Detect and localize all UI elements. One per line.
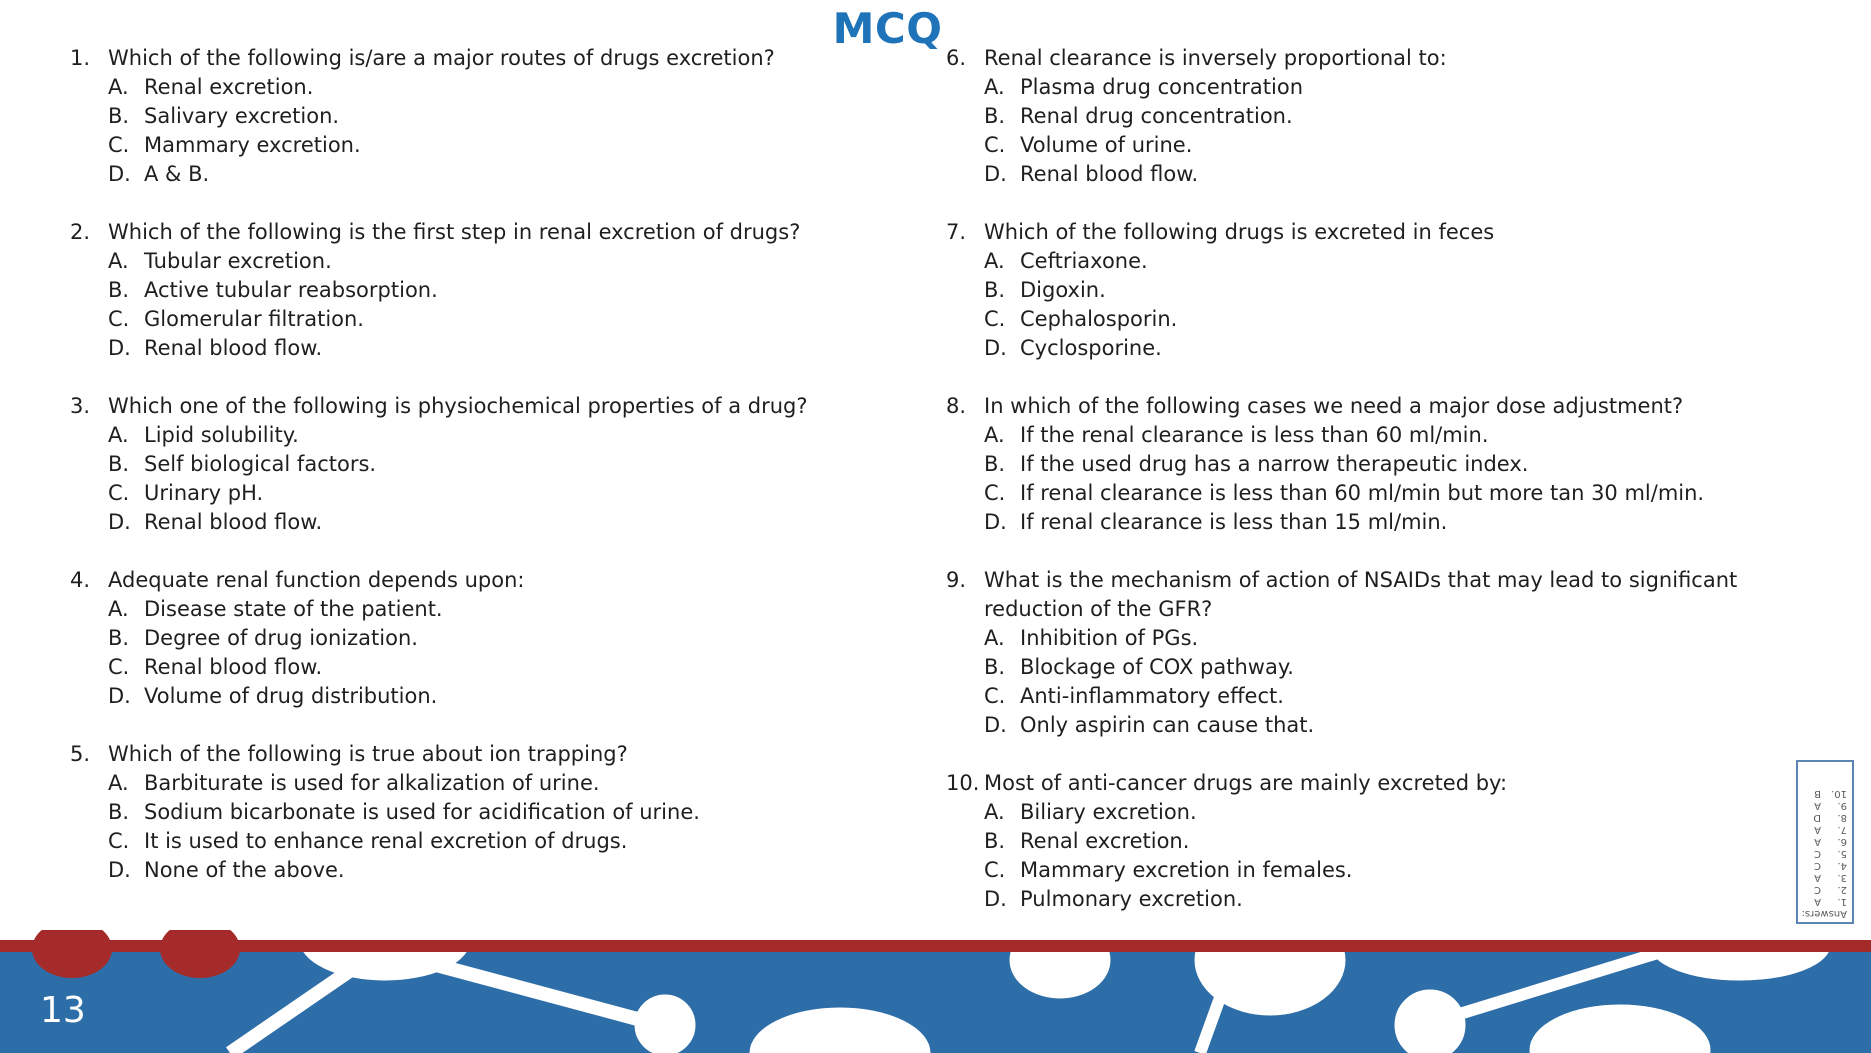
option-letter: B. xyxy=(984,655,1006,679)
answer-key-number: 10. xyxy=(1831,788,1847,799)
question-stem xyxy=(70,218,890,247)
answer-key-number: 7. xyxy=(1837,824,1847,835)
answer-option xyxy=(108,102,890,131)
option-text: If renal clearance is less than 60 ml/min but more tan 30 ml/min. xyxy=(1020,481,1705,505)
option-text: Volume of urine. xyxy=(1020,133,1193,157)
option-letter: A. xyxy=(984,249,1005,273)
answer-key-number: 4. xyxy=(1837,860,1847,871)
option-letter: A. xyxy=(108,75,129,99)
option-letter: A. xyxy=(984,75,1005,99)
option-list xyxy=(984,624,1746,740)
option-letter: D. xyxy=(108,684,131,708)
answer-option xyxy=(108,769,890,798)
question-text: Which one of the following is physiochemical properties of a drug? xyxy=(108,394,808,418)
option-text: Disease state of the patient. xyxy=(144,597,443,621)
option-text: Biliary excretion. xyxy=(1020,800,1197,824)
option-letter: D. xyxy=(984,713,1007,737)
option-text: Renal blood flow. xyxy=(144,510,323,534)
option-list xyxy=(984,73,1746,189)
option-text: None of the above. xyxy=(144,858,345,882)
answer-key-letter: A xyxy=(1814,872,1821,883)
question-item xyxy=(70,392,890,537)
question-item xyxy=(70,740,890,885)
option-text: Renal blood flow. xyxy=(1020,162,1199,186)
question-text: Which of the following is/are a major routes of drugs excretion? xyxy=(108,46,775,70)
answer-option xyxy=(108,508,890,537)
footer-decoration xyxy=(0,930,1871,1053)
question-number: 10. xyxy=(946,771,980,795)
answer-option xyxy=(984,131,1746,160)
answer-option xyxy=(108,305,890,334)
answer-option xyxy=(984,798,1746,827)
option-text: Glomerular filtration. xyxy=(144,307,364,331)
option-letter: A. xyxy=(108,249,129,273)
answer-option xyxy=(984,334,1746,363)
question-text: In which of the following cases we need a major dose adjustment? xyxy=(984,394,1684,418)
option-text: Blockage of COX pathway. xyxy=(1020,655,1294,679)
question-number: 8. xyxy=(946,394,967,418)
answer-option xyxy=(108,479,890,508)
option-text: Pulmonary excretion. xyxy=(1020,887,1243,911)
option-text: Mammary excretion. xyxy=(144,133,361,157)
option-text: Renal blood flow. xyxy=(144,655,323,679)
question-number: 4. xyxy=(70,568,91,592)
answers-key-rotated xyxy=(1798,762,1852,922)
answer-option xyxy=(108,131,890,160)
option-text: Ceftriaxone. xyxy=(1020,249,1148,273)
option-letter: D. xyxy=(108,510,131,534)
question-number: 2. xyxy=(70,220,91,244)
option-letter: C. xyxy=(108,481,130,505)
question-number: 5. xyxy=(70,742,91,766)
option-letter: B. xyxy=(984,829,1006,853)
option-text: Volume of drug distribution. xyxy=(144,684,438,708)
option-letter: A. xyxy=(984,626,1005,650)
question-stem xyxy=(946,769,1746,798)
answer-key-row xyxy=(1803,811,1847,823)
option-letter: C. xyxy=(108,307,130,331)
answer-option xyxy=(984,421,1746,450)
option-text: A & B. xyxy=(144,162,210,186)
answer-key-number: 1. xyxy=(1837,896,1847,907)
option-text: It is used to enhance renal excretion of drugs. xyxy=(144,829,628,853)
option-letter: C. xyxy=(984,133,1006,157)
answer-option xyxy=(108,421,890,450)
answer-key-row xyxy=(1803,871,1847,883)
answer-key-number: 6. xyxy=(1837,836,1847,847)
answer-option xyxy=(108,827,890,856)
option-letter: B. xyxy=(108,278,130,302)
option-letter: D. xyxy=(984,887,1007,911)
option-letter: D. xyxy=(108,336,131,360)
answer-option xyxy=(108,160,890,189)
question-text: Which of the following drugs is excreted in feces xyxy=(984,220,1495,244)
question-item xyxy=(70,218,890,363)
question-item xyxy=(70,44,890,189)
option-letter: D. xyxy=(984,162,1007,186)
option-text: Renal drug concentration. xyxy=(1020,104,1293,128)
left-question-column xyxy=(70,44,890,914)
option-list xyxy=(108,247,890,363)
question-text: What is the mechanism of action of NSAIDs that may lead to significant reduction of the GFR? xyxy=(984,568,1738,621)
answer-option xyxy=(984,450,1746,479)
answer-key-row xyxy=(1803,895,1847,907)
answer-option xyxy=(984,479,1746,508)
answer-key-row xyxy=(1803,787,1847,799)
option-letter: D. xyxy=(984,510,1007,534)
answer-option xyxy=(108,653,890,682)
answer-option xyxy=(108,798,890,827)
option-text: If the used drug has a narrow therapeutic index. xyxy=(1020,452,1529,476)
answer-option xyxy=(108,595,890,624)
answer-option xyxy=(984,73,1746,102)
question-stem xyxy=(946,392,1746,421)
answer-option xyxy=(984,885,1746,914)
answer-option xyxy=(108,856,890,885)
answer-option xyxy=(984,827,1746,856)
option-list xyxy=(108,73,890,189)
question-stem xyxy=(70,44,890,73)
question-item xyxy=(946,566,1746,740)
answer-key-number: 2. xyxy=(1837,884,1847,895)
option-text: Anti-inflammatory effect. xyxy=(1020,684,1284,708)
answer-key-row xyxy=(1803,847,1847,859)
option-letter: B. xyxy=(108,452,130,476)
answer-option xyxy=(984,160,1746,189)
question-number: 7. xyxy=(946,220,967,244)
option-text: Plasma drug concentration xyxy=(1020,75,1304,99)
option-letter: C. xyxy=(984,307,1006,331)
question-item xyxy=(946,392,1746,537)
option-list xyxy=(108,595,890,711)
answer-option xyxy=(108,73,890,102)
option-list xyxy=(108,421,890,537)
question-stem xyxy=(946,218,1746,247)
option-text: Cephalosporin. xyxy=(1020,307,1178,331)
option-text: Salivary excretion. xyxy=(144,104,340,128)
answer-key-number: 5. xyxy=(1837,848,1847,859)
option-letter: B. xyxy=(984,452,1006,476)
answer-key-letter: C xyxy=(1814,884,1821,895)
question-number: 9. xyxy=(946,568,967,592)
question-number: 3. xyxy=(70,394,91,418)
question-text: Adequate renal function depends upon: xyxy=(108,568,525,592)
option-letter: C. xyxy=(984,858,1006,882)
option-text: Inhibition of PGs. xyxy=(1020,626,1199,650)
answer-option xyxy=(984,624,1746,653)
option-letter: C. xyxy=(108,133,130,157)
answer-option xyxy=(984,682,1746,711)
option-letter: C. xyxy=(984,684,1006,708)
question-stem xyxy=(946,566,1746,624)
answer-key-letter: B xyxy=(1814,788,1821,799)
option-letter: D. xyxy=(108,858,131,882)
answer-key-row xyxy=(1803,859,1847,871)
option-letter: C. xyxy=(984,481,1006,505)
option-text: Only aspirin can cause that. xyxy=(1020,713,1315,737)
option-text: Urinary pH. xyxy=(144,481,264,505)
answer-key-number: 9. xyxy=(1837,800,1847,811)
option-letter: A. xyxy=(108,771,129,795)
question-item xyxy=(70,566,890,711)
question-number: 6. xyxy=(946,46,967,70)
page-title: MCQ xyxy=(832,4,943,53)
answer-option xyxy=(984,102,1746,131)
answer-option xyxy=(108,247,890,276)
option-letter: A. xyxy=(984,423,1005,447)
question-text: Which of the following is true about ion trapping? xyxy=(108,742,628,766)
option-list xyxy=(984,247,1746,363)
option-list xyxy=(984,421,1746,537)
answer-key-number: 8. xyxy=(1837,812,1847,823)
option-letter: C. xyxy=(108,655,130,679)
option-letter: B. xyxy=(984,278,1006,302)
answer-key-row xyxy=(1803,835,1847,847)
answer-key-number: 3. xyxy=(1837,872,1847,883)
question-text: Renal clearance is inversely proportional to: xyxy=(984,46,1447,70)
option-list xyxy=(108,769,890,885)
option-text: If renal clearance is less than 15 ml/min. xyxy=(1020,510,1448,534)
answers-label: Answers: xyxy=(1801,908,1847,919)
option-letter: D. xyxy=(984,336,1007,360)
option-letter: C. xyxy=(108,829,130,853)
answers-key-box xyxy=(1796,760,1854,924)
question-text: Most of anti-cancer drugs are mainly excreted by: xyxy=(984,771,1508,795)
option-text: If the renal clearance is less than 60 ml/min. xyxy=(1020,423,1489,447)
answer-option xyxy=(984,653,1746,682)
option-text: Degree of drug ionization. xyxy=(144,626,418,650)
answer-key-row xyxy=(1803,883,1847,895)
question-stem xyxy=(70,566,890,595)
answer-option xyxy=(984,856,1746,885)
answer-option xyxy=(984,305,1746,334)
question-item xyxy=(946,769,1746,914)
answer-option xyxy=(984,711,1746,740)
answer-key-letter: D xyxy=(1813,812,1821,823)
answer-option xyxy=(108,334,890,363)
option-text: Barbiturate is used for alkalization of urine. xyxy=(144,771,600,795)
answer-key-row xyxy=(1803,799,1847,811)
answer-option xyxy=(108,624,890,653)
answer-key-letter: A xyxy=(1814,800,1821,811)
right-question-column xyxy=(946,44,1746,943)
option-text: Sodium bicarbonate is used for acidification of urine. xyxy=(144,800,700,824)
question-stem xyxy=(946,44,1746,73)
option-letter: B. xyxy=(984,104,1006,128)
option-text: Self biological factors. xyxy=(144,452,377,476)
option-text: Cyclosporine. xyxy=(1020,336,1162,360)
answer-key-letter: C xyxy=(1814,860,1821,871)
question-stem xyxy=(70,740,890,769)
option-letter: A. xyxy=(108,597,129,621)
answer-key-letter: A xyxy=(1814,836,1821,847)
answer-key-letter: A xyxy=(1814,824,1821,835)
question-stem xyxy=(70,392,890,421)
answer-option xyxy=(984,508,1746,537)
answer-option xyxy=(108,276,890,305)
answer-option xyxy=(984,247,1746,276)
option-text: Tubular excretion. xyxy=(144,249,332,273)
question-text: Which of the following is the first step in renal excretion of drugs? xyxy=(108,220,801,244)
question-item xyxy=(946,44,1746,189)
answer-key-letter: C xyxy=(1814,848,1821,859)
option-text: Mammary excretion in females. xyxy=(1020,858,1353,882)
answers-list xyxy=(1803,787,1847,907)
option-letter: B. xyxy=(108,800,130,824)
option-letter: B. xyxy=(108,626,130,650)
option-text: Digoxin. xyxy=(1020,278,1106,302)
question-item xyxy=(946,218,1746,363)
option-list xyxy=(984,798,1746,914)
answer-key-letter: A xyxy=(1814,896,1821,907)
question-number: 1. xyxy=(70,46,91,70)
answer-key-row xyxy=(1803,823,1847,835)
answer-option xyxy=(984,276,1746,305)
option-letter: B. xyxy=(108,104,130,128)
footer-red-line xyxy=(0,940,1871,952)
option-text: Lipid solubility. xyxy=(144,423,299,447)
option-text: Active tubular reabsorption. xyxy=(144,278,438,302)
option-text: Renal blood flow. xyxy=(144,336,323,360)
option-text: Renal excretion. xyxy=(144,75,314,99)
option-text: Renal excretion. xyxy=(1020,829,1190,853)
answer-option xyxy=(108,450,890,479)
option-letter: A. xyxy=(108,423,129,447)
answer-option xyxy=(108,682,890,711)
option-letter: A. xyxy=(984,800,1005,824)
page-number: 13 xyxy=(40,990,86,1031)
option-letter: D. xyxy=(108,162,131,186)
